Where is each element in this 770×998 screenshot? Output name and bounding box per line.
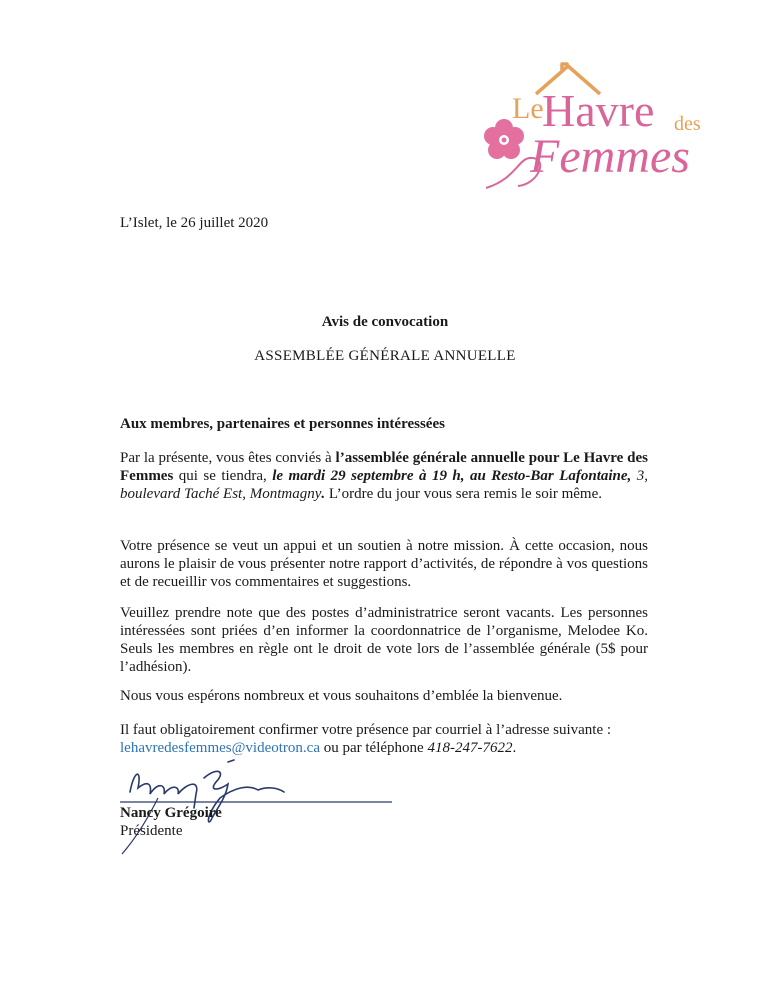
logo-graphic: [478, 60, 718, 195]
letter-heading: Avis de convocation: [321, 314, 449, 330]
signer-name: Nancy Grégoire: [120, 805, 222, 821]
p1-text-g: L’ordre du jour vous sera remis le soir même.: [325, 486, 603, 502]
flower-icon: [484, 119, 524, 159]
paragraph-positions: Veuillez prendre note que des postes d’administratrice seront vacants. Les personnes intéressées sont priées d’en informer la coordonnatrice de l’organisme, Melodee Ko. Seuls les membres en règle ont le droit de vote lors de l’assemblée générale (5$ pour l’adhésion).: [120, 605, 648, 675]
letter-subheading: ASSEMBLÉE GÉNÉRALE ANNUELLE: [254, 348, 516, 364]
organization-logo: [478, 60, 718, 195]
p5-text-b: ou par téléphone: [319, 740, 428, 756]
signer-title: Présidente: [120, 823, 183, 839]
p1-bold-period: .: [321, 486, 326, 502]
p1-bold-meeting: l’assemblée générale annuelle pour Le Havre des Femmes: [120, 450, 648, 484]
paragraph-presence: Votre présence se veut un appui et un soutien à notre mission. À cette occasion, nous aurons le plaisir de vous présenter notre rapport d’activités, de répondre à vos questions et de recueillir vos commentaires et suggestions.: [120, 538, 648, 590]
letter-date: L’Islet, le 26 juillet 2020: [120, 215, 269, 231]
email-link[interactable]: lehavredesfemmes@videotron.ca: [120, 740, 320, 756]
logo-word-femmes: Femmes: [530, 130, 690, 183]
p1-bold-italic-date: le mardi 29 septembre à 19 h, au Resto-Bar Lafontaine,: [272, 468, 632, 484]
letter-salutation: Aux membres, partenaires et personnes intéressées: [120, 416, 445, 432]
logo-word-havre: Havre: [542, 85, 655, 136]
paragraph-welcome: Nous vous espérons nombreux et vous souhaitons d’emblée la bienvenue.: [120, 688, 563, 704]
phone-number: 418-247-7622: [427, 740, 513, 756]
logo-word-le: Le: [512, 92, 544, 125]
p5-text-a: Il faut obligatoirement confirmer votre présence par courriel à l’adresse suivante :: [120, 722, 612, 738]
logo-word-des: des: [674, 113, 701, 135]
p5-text-c: .: [512, 740, 517, 756]
p1-italic-address: 3, boulevard Taché Est, Montmagny: [120, 468, 649, 502]
paragraph-confirmation: [120, 721, 648, 757]
p1-text-a: Par la présente, vous êtes conviés à: [120, 450, 336, 466]
p1-text-c: qui se tiendra,: [173, 468, 273, 484]
paragraph-invitation: [120, 449, 648, 503]
